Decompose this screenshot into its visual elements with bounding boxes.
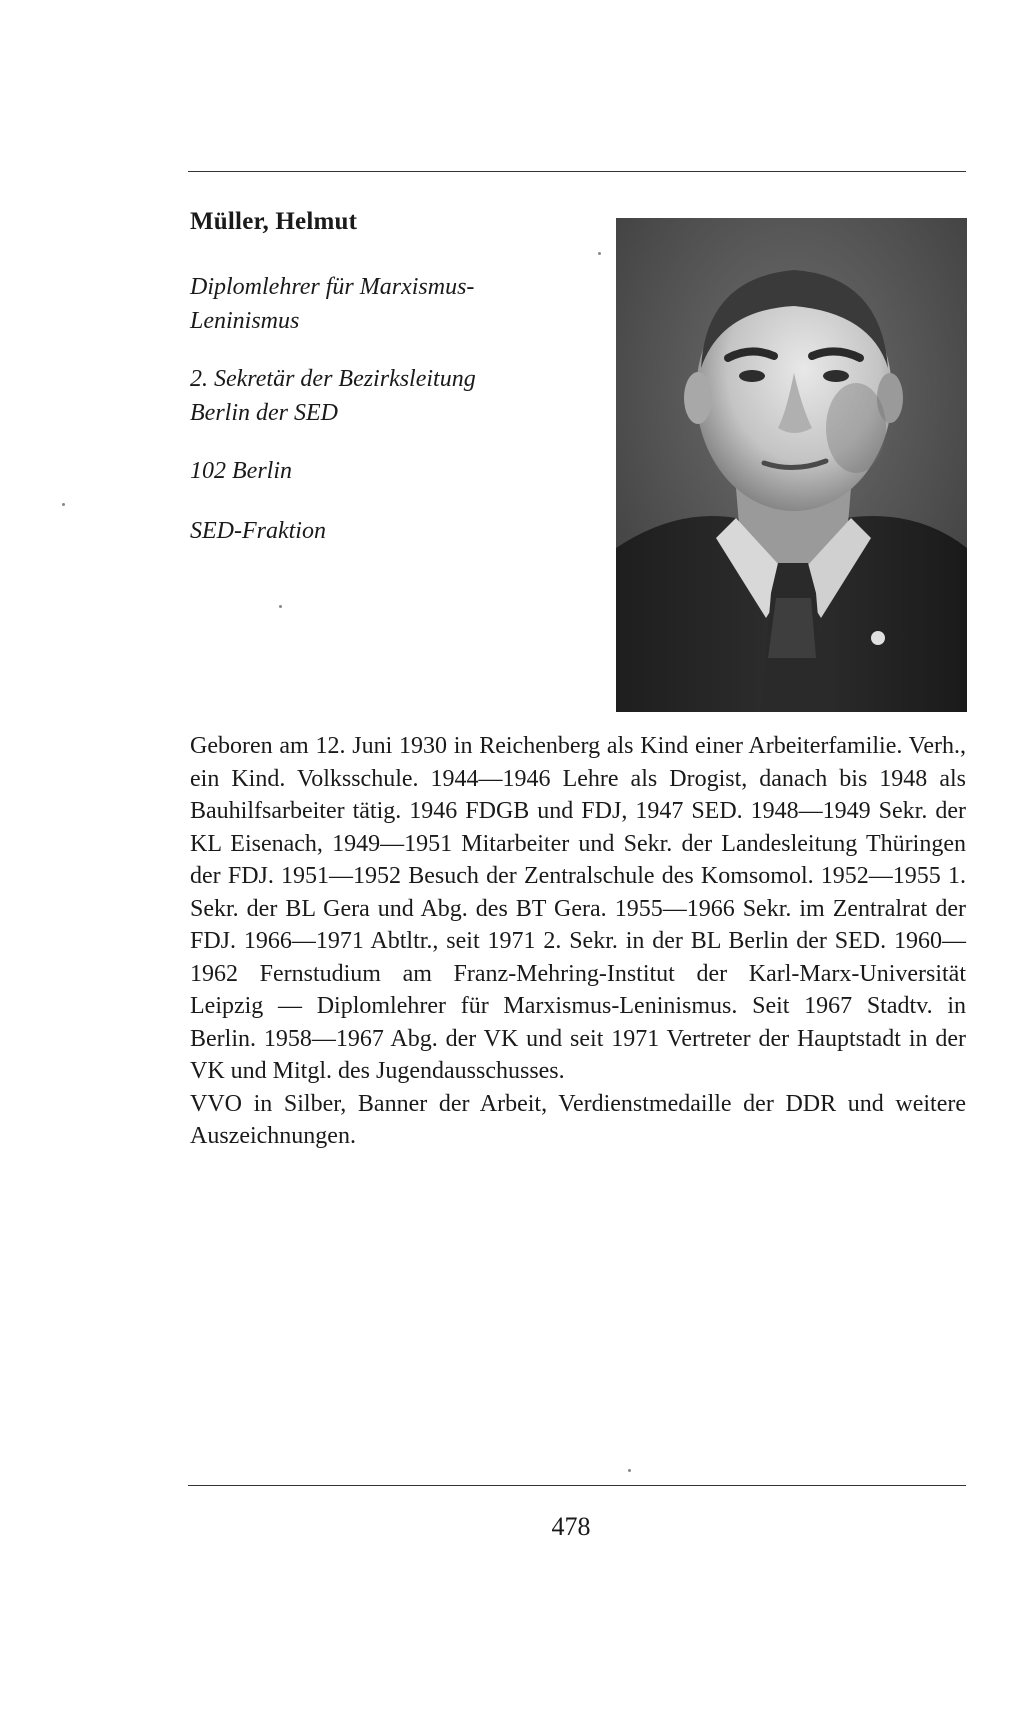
qualification-line-2: Leninismus [190, 308, 300, 334]
eye-left [739, 370, 765, 382]
qualification [190, 270, 474, 338]
city: 102 Berlin [190, 458, 292, 484]
eye-right [823, 370, 849, 382]
biography [190, 730, 966, 1153]
scan-speck [628, 1469, 631, 1472]
lapel-pin [871, 631, 885, 645]
biography-paragraph-2: VVO in Silber, Banner der Arbeit, Verdienstmedaille der DDR und weitere Auszeichnungen. [190, 1090, 966, 1149]
qualification-line-1: Diplomlehrer für Marxismus- [190, 274, 475, 300]
page-number: 478 [551, 1512, 591, 1541]
cheek-shadow [826, 383, 886, 473]
position-line-2: Berlin der SED [190, 400, 338, 426]
scan-speck [279, 605, 282, 608]
scan-speck [62, 503, 65, 506]
tie-pattern [768, 598, 816, 658]
biography-paragraph-1: Geboren am 12. Juni 1930 in Reichenberg als Kind einer Arbeiterfamilie. Verh., ein Kind. Volksschule. 1944—1946 Lehre als Drogist, danach bis 1948 als Bauhilfsarbeiter tätig. 1946 FDGB und FDJ, 1947 SED. 1948—1949 Sekr. der KL Eisenach, 1949—1951 Mitarbeiter und Sekr. der Landesleitung Thüringen der FDJ. 1951—1952 Besuch der Zentralschule des Komsomol. 1952—1955 1. Sekr. der BL Gera und Abg. des BT Gera. 1955—1966 Sekr. im Zentralrat der FDJ. 1966—1971 Abtltr., seit 1971 2. Sekr. in der BL Berlin der SED. 1960—1962 Fernstudium am Franz-Mehring-Institut der Karl-Marx-Universität Leipzig — Diplomlehrer für Marxismus-Leninismus. Seit 1967 Stadtv. in Berlin. 1958—1967 Abg. der VK und seit 1971 Vertreter der Hauptstadt in der VK und Mitgl. des Jugendausschusses. [190, 733, 966, 1084]
portrait-photo [616, 218, 967, 712]
scan-speck [598, 252, 601, 255]
top-rule [188, 171, 966, 172]
position [190, 362, 476, 430]
faction: SED-Fraktion [190, 518, 326, 544]
bottom-rule [188, 1485, 966, 1486]
portrait-illustration [616, 218, 967, 712]
ear-left [684, 372, 712, 424]
person-name: Müller, Helmut [190, 208, 358, 235]
position-line-1: 2. Sekretär der Bezirksleitung [190, 366, 476, 392]
